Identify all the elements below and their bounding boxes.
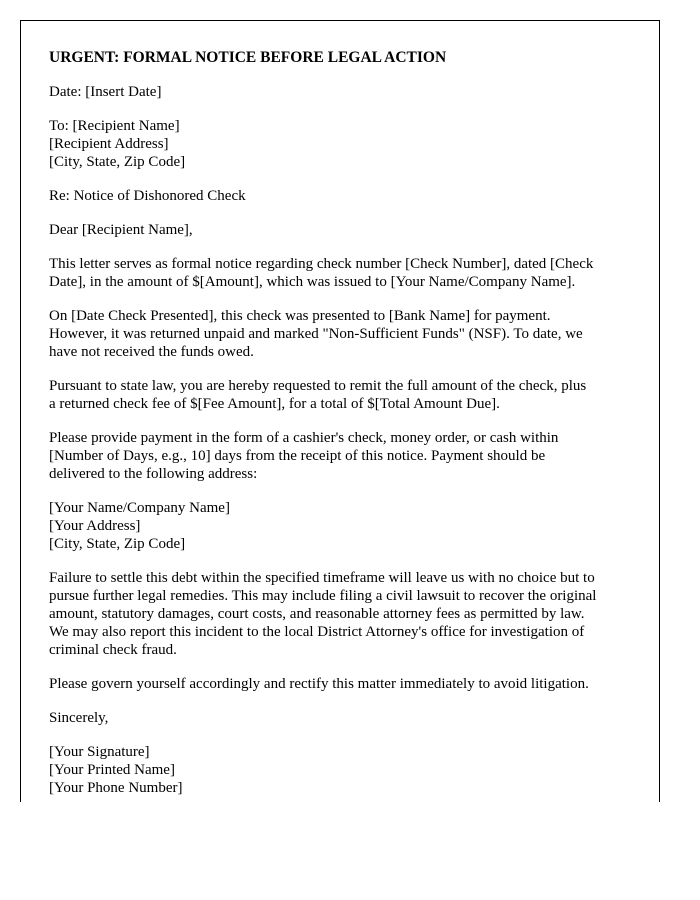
paragraph-line: We may also report this incident to the local District Attorney's office for investigation of (49, 624, 585, 640)
paragraph-nsf (49, 307, 630, 361)
paragraph-line: pursue further legal remedies. This may include filing a civil lawsuit to recover the original (49, 588, 597, 604)
paragraph-closing-statement (49, 675, 630, 693)
payment-address: [Your Address] (49, 518, 141, 534)
signature-line: [Your Signature] (49, 744, 150, 760)
paragraph-check-notice (49, 255, 630, 291)
paragraph-line: criminal check fraud. (49, 642, 177, 658)
paragraph-line: Failure to settle this debt within the specified timeframe will leave us with no choice but to (49, 570, 595, 586)
payment-address-block (49, 499, 630, 553)
paragraph-line: Date], in the amount of $[Amount], which was issued to [Your Name/Company Name]. (49, 274, 576, 290)
phone-line: [Your Phone Number] (49, 780, 183, 796)
paragraph-line: Please govern yourself accordingly and rectify this matter immediately to avoid litigation. (49, 676, 589, 692)
paragraph-line: a returned check fee of $[Fee Amount], for a total of $[Total Amount Due]. (49, 396, 500, 412)
recipient-block (49, 117, 630, 171)
letter-title: URGENT: FORMAL NOTICE BEFORE LEGAL ACTION (49, 49, 447, 66)
paragraph-line: This letter serves as formal notice regarding check number [Check Number], dated [Check (49, 256, 594, 272)
payment-name: [Your Name/Company Name] (49, 500, 230, 516)
printed-name-line: [Your Printed Name] (49, 762, 175, 778)
paragraph-line: On [Date Check Presented], this check was presented to [Bank Name] for payment. (49, 308, 551, 324)
paragraph-demand (49, 377, 630, 413)
re-line: Re: Notice of Dishonored Check (49, 188, 246, 204)
recipient-address: [Recipient Address] (49, 136, 169, 152)
paragraph-line: amount, statutory damages, court costs, and reasonable attorney fees as permitted by law. (49, 606, 585, 622)
paragraph-line: have not received the funds owed. (49, 344, 254, 360)
paragraph-line: [Number of Days, e.g., 10] days from the receipt of this notice. Payment should be (49, 448, 546, 464)
recipient-city: [City, State, Zip Code] (49, 154, 186, 170)
signature-block (49, 743, 630, 797)
paragraph-line: delivered to the following address: (49, 466, 258, 482)
closing: Sincerely, (49, 710, 109, 726)
letter-page (20, 20, 660, 802)
paragraph-payment-instructions (49, 429, 630, 483)
paragraph-line: However, it was returned unpaid and marked "Non-Sufficient Funds" (NSF). To date, we (49, 326, 583, 342)
paragraph-line: Pursuant to state law, you are hereby requested to remit the full amount of the check, plus (49, 378, 587, 394)
date-line: Date: [Insert Date] (49, 84, 162, 100)
recipient-to-line: To: [Recipient Name] (49, 118, 180, 134)
salutation: Dear [Recipient Name], (49, 222, 193, 238)
payment-city: [City, State, Zip Code] (49, 536, 186, 552)
paragraph-line: Please provide payment in the form of a cashier's check, money order, or cash within (49, 430, 559, 446)
paragraph-consequences (49, 569, 630, 659)
